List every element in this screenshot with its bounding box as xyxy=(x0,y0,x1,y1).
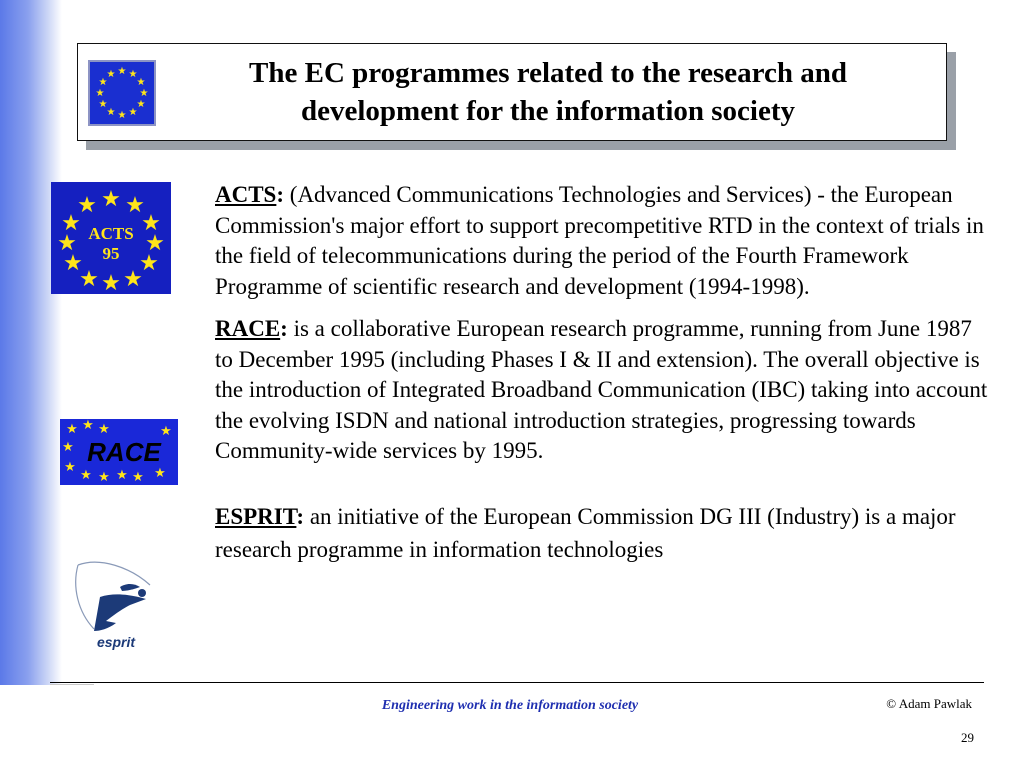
svg-text:★: ★ xyxy=(98,469,110,484)
programme-esprit xyxy=(215,500,995,566)
side-gradient-band xyxy=(0,0,62,685)
svg-text:★: ★ xyxy=(57,230,77,255)
footer-title: Engineering work in the information society xyxy=(381,698,639,713)
svg-text:★: ★ xyxy=(95,88,105,99)
footer-divider xyxy=(50,682,984,683)
programme-race xyxy=(215,314,995,467)
svg-text:★: ★ xyxy=(61,210,81,235)
svg-text:★: ★ xyxy=(123,266,143,291)
svg-text:★: ★ xyxy=(80,467,92,482)
svg-text:★: ★ xyxy=(63,250,83,275)
svg-text:★: ★ xyxy=(98,99,108,110)
footer-author: © Adam Pawlak xyxy=(886,696,972,711)
eu-stars-icon xyxy=(90,62,154,124)
programme-acts xyxy=(215,180,995,302)
footer-divider-accent xyxy=(50,684,94,685)
svg-text:★: ★ xyxy=(128,69,138,80)
programme-colon-esprit: : xyxy=(296,503,305,529)
svg-text:★: ★ xyxy=(62,439,74,454)
title-line-2: development for the information society xyxy=(301,95,795,127)
svg-text:★: ★ xyxy=(132,469,144,484)
svg-text:★: ★ xyxy=(136,77,146,88)
esprit-logo-label: esprit xyxy=(96,634,136,650)
svg-text:★: ★ xyxy=(82,419,94,432)
acts-logo-year: 95 xyxy=(102,244,120,263)
svg-text:★: ★ xyxy=(136,99,146,110)
svg-text:★: ★ xyxy=(160,423,172,438)
svg-text:★: ★ xyxy=(139,250,159,275)
svg-text:★: ★ xyxy=(145,230,165,255)
svg-text:★: ★ xyxy=(128,107,138,118)
programme-colon-acts: : xyxy=(276,182,285,207)
svg-text:★: ★ xyxy=(79,266,99,291)
programme-description-acts: (Advanced Communications Technologies and Services) - the European Commission's major effort to support precompetitive RTD in the context of trials in the field of telecommunications during the period of the Fourth Framework Programme of scientific research and development (1994-1998). xyxy=(215,182,984,299)
svg-text:★: ★ xyxy=(101,270,121,294)
programme-description-esprit: an initiative of the European Commission DG III (Industry) is a major research programme in information technologies xyxy=(215,503,956,562)
svg-text:★: ★ xyxy=(154,465,166,480)
programme-list xyxy=(215,180,995,566)
svg-text:★: ★ xyxy=(98,77,108,88)
svg-text:★: ★ xyxy=(139,88,149,99)
programme-name-esprit: ESPRIT xyxy=(215,503,297,529)
svg-text:★: ★ xyxy=(66,421,78,436)
acts-logo xyxy=(51,182,171,294)
programme-name-race: RACE xyxy=(215,316,281,341)
svg-text:★: ★ xyxy=(117,66,127,77)
svg-text:★: ★ xyxy=(106,107,116,118)
svg-text:★: ★ xyxy=(98,421,110,436)
acts-logo-label: ACTS xyxy=(88,224,134,243)
eu-flag-logo xyxy=(88,60,156,126)
title-box xyxy=(77,43,947,141)
race-logo-label: RACE xyxy=(87,437,161,467)
svg-text:★: ★ xyxy=(117,110,127,121)
svg-text:★: ★ xyxy=(116,467,128,482)
svg-text:★: ★ xyxy=(125,192,145,217)
title-line-1: The EC programmes related to the research and xyxy=(249,57,847,89)
svg-text:★: ★ xyxy=(101,186,121,211)
esprit-logo xyxy=(70,557,162,657)
page-title xyxy=(168,54,928,130)
race-logo xyxy=(60,419,178,485)
programme-name-acts: ACTS xyxy=(215,182,277,207)
programme-description-race: is a collaborative European research programme, running from June 1987 to December 1995 (including Phases I & II and extension). The overall objective is the introduction of Integrated Broadband Communication (IBC) taking into account the evolving ISDN and national introduction strategies, progressing towards Community-wide services by 1995. xyxy=(215,316,988,463)
page-number: 29 xyxy=(961,730,974,745)
svg-text:★: ★ xyxy=(77,192,97,217)
programme-colon-race: : xyxy=(280,316,288,341)
svg-text:★: ★ xyxy=(64,459,76,474)
svg-text:★: ★ xyxy=(141,210,161,235)
svg-text:★: ★ xyxy=(106,69,116,80)
